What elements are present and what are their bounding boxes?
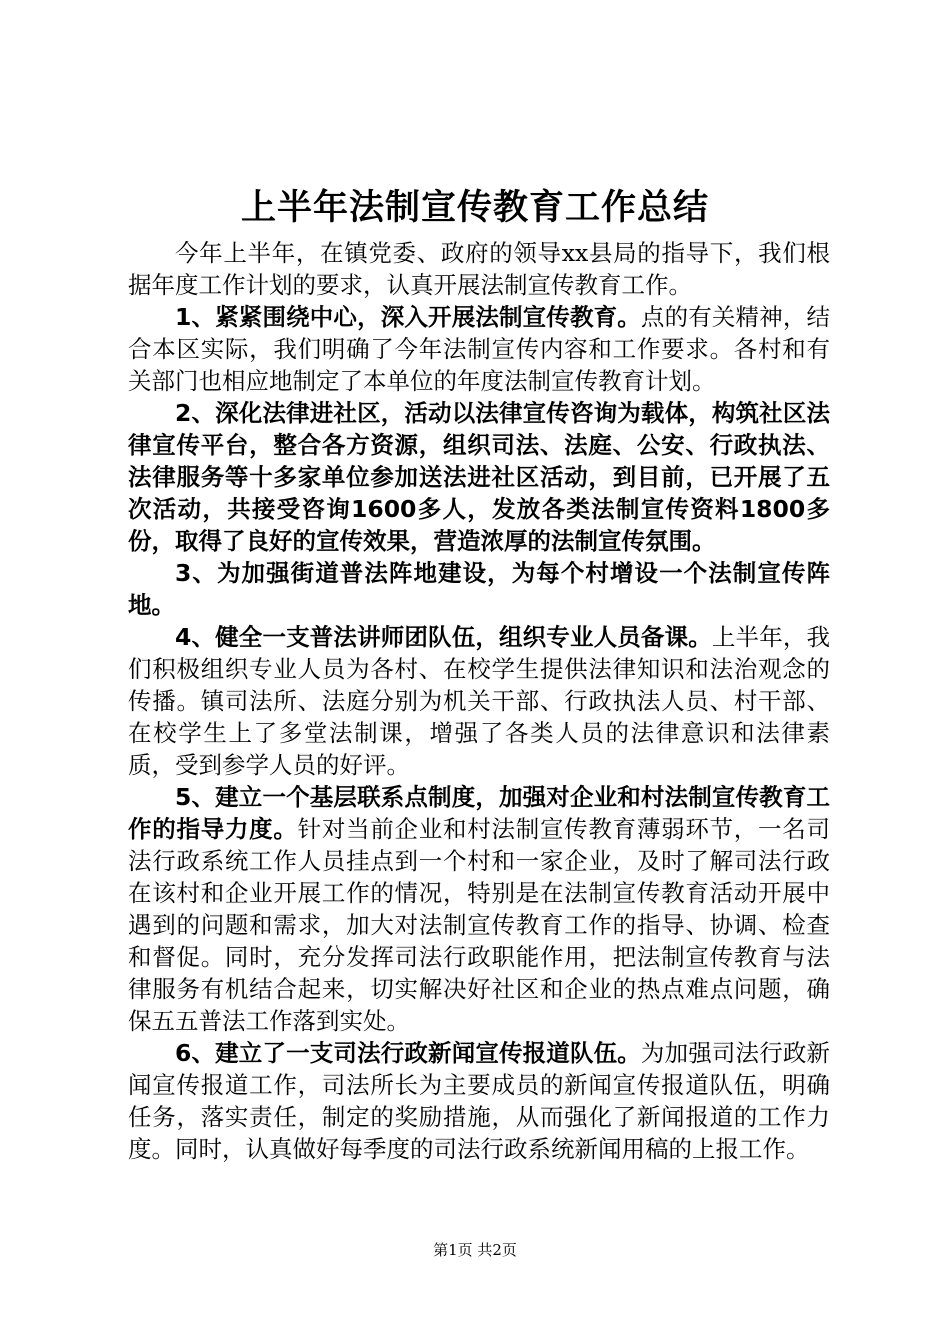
document-body xyxy=(128,237,830,1165)
section-text-6: 为加强司法行政新闻宣传报道工作，司法所长为主要成员的新闻宣传报道队伍，明确任务，落实责任，制定的奖励措施，从而强化了新闻报道的工作力度。同时，认真做好每季度的司法行政系统新闻用稿的上报工作。 xyxy=(128,1039,830,1163)
section-paragraph-6 xyxy=(128,1037,830,1165)
section-heading-1: 1、紧紧围绕中心，深入开展法制宣传教育。 xyxy=(175,303,641,331)
section-paragraph-1 xyxy=(128,301,830,397)
page-number-footer: 第1页 共2页 xyxy=(433,1241,517,1259)
intro-paragraph: 今年上半年，在镇党委、政府的领导xx县局的指导下，我们根据年度工作计划的要求，认真开展法制宣传教育工作。 xyxy=(128,239,830,299)
section-paragraph-5 xyxy=(128,781,830,1037)
section-heading-5: 5、建立一个基层联系点制度，加强对企业和村法制宣传教育工作的指导力度。 xyxy=(128,783,830,843)
section-paragraph-2 xyxy=(128,397,830,557)
section-text-1: 点的有关精神，结合本区实际，我们明确了今年法制宣传内容和工作要求。各村和有关部门也相应地制定了本单位的年度法制宣传教育计划。 xyxy=(128,303,830,395)
section-heading-2: 2、深化法律进社区，活动以法律宣传咨询为载体，构筑社区法律宣传平台，整合各方资源，组织司法、法庭、公安、行政执法、法律服务等十多家单位参加送法进社区活动，到目前，已开展了五次活动，共接受咨询1600多人，发放各类法制宣传资料1800多份，取得了良好的宣传效果，营造浓厚的法制宣传氛围。 xyxy=(128,399,830,555)
section-heading-4: 4、健全一支普法讲师团队伍，组织专业人员备课。 xyxy=(175,623,712,651)
section-heading-6: 6、建立了一支司法行政新闻宣传报道队伍。 xyxy=(175,1039,641,1067)
section-heading-3: 3、为加强街道普法阵地建设，为每个村增设一个法制宣传阵地。 xyxy=(128,559,830,619)
section-text-4: 上半年，我们积极组织专业人员为各村、在校学生提供法律知识和法治观念的传播。镇司法所、法庭分别为机关干部、行政执法人员、村干部、在校学生上了多堂法制课，增强了各类人员的法律意识和法律素质，受到参学人员的好评。 xyxy=(128,623,831,779)
section-paragraph-3 xyxy=(128,557,830,621)
section-paragraph-4 xyxy=(128,621,830,781)
document-title: 上半年法制宣传教育工作总结 xyxy=(240,188,709,228)
section-text-5: 针对当前企业和村法制宣传教育薄弱环节，一名司法行政系统工作人员挂点到一个村和一家企业，及时了解司法行政在该村和企业开展工作的情况，特别是在法制宣传教育活动开展中遇到的问题和需求，加大对法制宣传教育工作的指导、协调、检查和督促。同时，充分发挥司法行政职能作用，把法制宣传教育与法律服务有机结合起来，切实解决好社区和企业的热点难点问题，确保五五普法工作落到实处。 xyxy=(128,815,830,1035)
